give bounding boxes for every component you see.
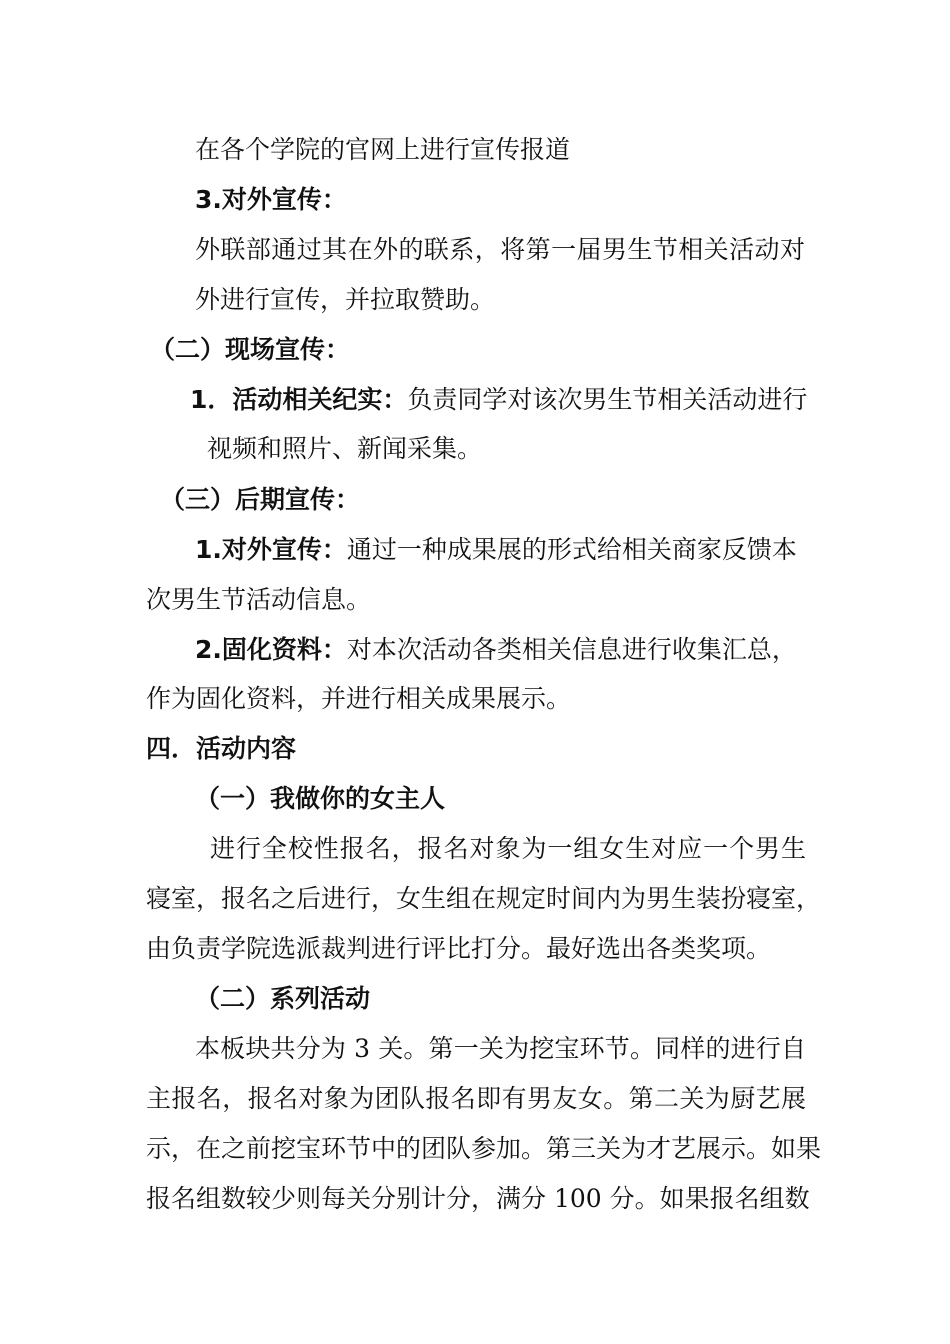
text-line: 寝室，报名之后进行，女生组在规定时间内为男生装扮寝室， xyxy=(146,884,822,913)
paragraph-line xyxy=(195,634,797,666)
chapter-heading: 四．活动内容 xyxy=(146,734,297,763)
text-line: 作为固化资料，并进行相关成果展示。 xyxy=(146,684,572,713)
text-line: 本板块共分为 3 关。第一关为挖宝环节。同样的进行自 xyxy=(195,1034,806,1063)
inline-label: 1.对外宣传： xyxy=(195,535,347,564)
inline-text: 负责同学对该次男生节相关活动进行 xyxy=(407,385,808,414)
text-line: 由负责学院选派裁判进行评比打分。最好选出各类奖项。 xyxy=(146,934,772,963)
text-line: 报名组数较少则每关分别计分，满分 100 分。如果报名组数 xyxy=(146,1184,810,1213)
inline-text: 通过一种成果展的形式给相关商家反馈本 xyxy=(346,535,797,564)
text-line: 视频和照片、新闻采集。 xyxy=(207,434,483,463)
section-heading: （三）后期宣传： xyxy=(160,485,361,514)
text-line: 在各个学院的官网上进行宣传报道 xyxy=(195,135,571,164)
text-line: 外联部通过其在外的联系，将第一届男生节相关活动对 xyxy=(195,235,805,264)
text-line: 外进行宣传，并拉取赞助。 xyxy=(195,285,496,314)
text-line: 次男生节活动信息。 xyxy=(146,585,372,614)
text-line: 主报名，报名对象为团队报名即有男友女。第二关为厨艺展 xyxy=(146,1084,806,1113)
paragraph-line xyxy=(190,384,807,416)
text-line: 进行全校性报名，报名对象为一组女生对应一个男生 xyxy=(210,834,806,863)
section-heading: （二）系列活动 xyxy=(195,984,371,1013)
section-heading: （一）我做你的女主人 xyxy=(195,784,446,813)
paragraph-line xyxy=(195,534,797,566)
inline-label: 2.固化资料： xyxy=(195,635,347,664)
inline-text: 对本次活动各类相关信息进行收集汇总， xyxy=(346,635,797,664)
inline-label: 1．活动相关纪实： xyxy=(190,385,408,414)
text-line: 示，在之前挖宝环节中的团队参加。第三关为才艺展示。如果 xyxy=(146,1134,822,1163)
sub-heading: 3.对外宣传： xyxy=(195,185,347,214)
section-heading: （二）现场宣传： xyxy=(150,335,351,364)
